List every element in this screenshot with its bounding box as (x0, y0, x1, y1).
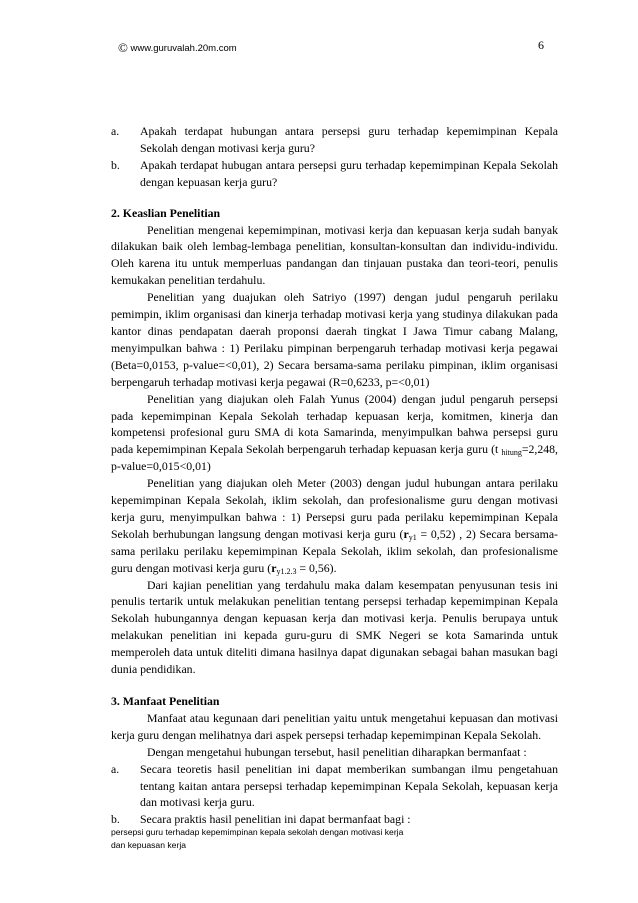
paragraph: Dari kajian penelitian yang terdahulu maka dalam kesempatan penyusunan tesis ini penulis tertarik untuk melakukan penelitian tentang persepsi terhadap kepemimpinan Kepala Sekolah hubungannya dengan kepuasan kerja dan motivasi kerja. Penulis berupaya untuk melakukan penelitian ini kepada guru-guru di SMK Negeri se kota Samarinda untuk memperoleh data untuk diteliti dimana hasilnya dapat digunakan sebagai bahan masukan bagi dunia pendidikan. (111, 577, 558, 677)
footer-line: dan kepuasan kerja (111, 840, 187, 850)
question-text: Apakah terdapat hubungan antara persepsi guru terhadap kepemimpinan Kepala Sekolah dengan motivasi kerja guru? (140, 124, 558, 155)
site-url: www.guruvalah.20m.com (130, 43, 237, 54)
page-number: 6 (538, 38, 544, 52)
question-marker: a. (111, 124, 120, 138)
page-header-site (118, 39, 237, 55)
footer-line: persepsi guru terhadap kepemimpinan kepala sekolah dengan motivasi kerja (111, 827, 404, 837)
question-text: Apakah terdapat hubugan antara persepsi guru terhadap kepemimpinan Kepala Sekolah dengan kepuasan kerja guru? (140, 157, 558, 189)
subscript: hitung (501, 448, 522, 458)
subscript: y1 (408, 532, 417, 542)
benefit-marker: a. (111, 761, 120, 776)
question-item (111, 157, 558, 191)
paragraph: Penelitian mengenai kepemimpinan, motivasi kerja dan kepuasan kerja sudah banyak dilakukan baik oleh lembag-lembaga penelitian, konsultan-konsultan dan individu-individu. Oleh karena itu untuk memperluas pandangan dan tinjauan pustaka dan teori-teori, penulis kemukakan penelitian terdahulu. (111, 222, 558, 288)
copyright-symbol: © (118, 40, 128, 55)
section-heading: 2. Keaslian Penelitian (111, 205, 221, 220)
benefit-text: Secara teoretis hasil penelitian ini dapat memberikan sumbangan ilmu pengetahuan tentang kaitan antara persepsi terhadap kepemimpinan Kepala Sekolah, kepuasan kerja dan motivasi kerja guru. (140, 761, 558, 810)
benefit-marker: b. (111, 812, 120, 827)
subscript: y1.2.3 (276, 566, 297, 576)
paragraph: Penelitian yang duajukan oleh Satriyo (1997) dengan judul pengaruh perilaku pemimpin, iklim organisasi dan kinerja terhadap motivasi kerja yang studinya dilakukan pada kantor dinas pendapatan daerah proponsi daerah tingkat I Jawa Timur cabang Malang, menyimpulkan bahwa : 1) Perilaku pimpinan berpengaruh terhadap motivasi kerja pegawai (Beta=0,0153, p-value=<0,01), 2) Secara bersama-sama perilaku pimpinan, iklim organisasi berpengaruh terhadap motivasi kerja pegawai (R=0,6233, p=<0,01) (111, 290, 558, 389)
benefit-item (111, 761, 558, 812)
page-footer (111, 826, 491, 852)
paragraph: Dengan mengetahui hubungan tersebut, hasil penelitian diharapkan bermanfaat : (147, 744, 527, 759)
document-body (111, 123, 558, 828)
paragraph: Penelitian yang diajukan oleh Meter (2003) dengan judul hubungan antara perilaku kepemimpinan Kepala Sekolah, iklim sekolah, dan profesionalisme guru dengan motivasi kerja guru, menyimpulkan bahwa : 1) Persepsi guru pada perilaku kepemimpinan Kepala Sekolah berhubungan langsung dengan motivasi kerja guru $(r_{y1} = 0,52)$ , 2) Secara bersama-sama perilaku perilaku kepemimpinan Kepala Sekolah, iklim sekolah, dan profesionalisme guru dengan motivasi kerja guru $(r_{y1.2.3} = 0,56)$. (111, 476, 558, 576)
benefit-text: Secara praktis hasil penelitian ini dapat bermanfaat bagi : (140, 812, 411, 827)
question-item (111, 123, 558, 157)
paragraph: Penelitian yang diajukan oleh Falah Yunus (2004) dengan judul pengaruh persepsi pada kepemimpinan Kepala Sekolah terhadap kepuasan kerja, komitmen, kinerja dan kompetensi profesional guru SMA di kota Samarinda, menyimpulkan bahwa persepsi guru pada kepemimpinan Kepala Sekolah berpengaruh terhadap kepuasan kerja guru (t $_{hitung}$=2,248, p-value=0,015<0,01) (111, 391, 558, 474)
paragraph: Manfaat atau kegunaan dari penelitian yaitu untuk mengetahui kepuasan dan motivasi kerja guru dengan melihatnya dari aspek persepsi terhadap kepemimpinan Kepala Sekolah. (111, 710, 558, 742)
section-heading: 3. Manfaat Penelitian (111, 694, 220, 708)
question-marker: b. (111, 157, 120, 172)
